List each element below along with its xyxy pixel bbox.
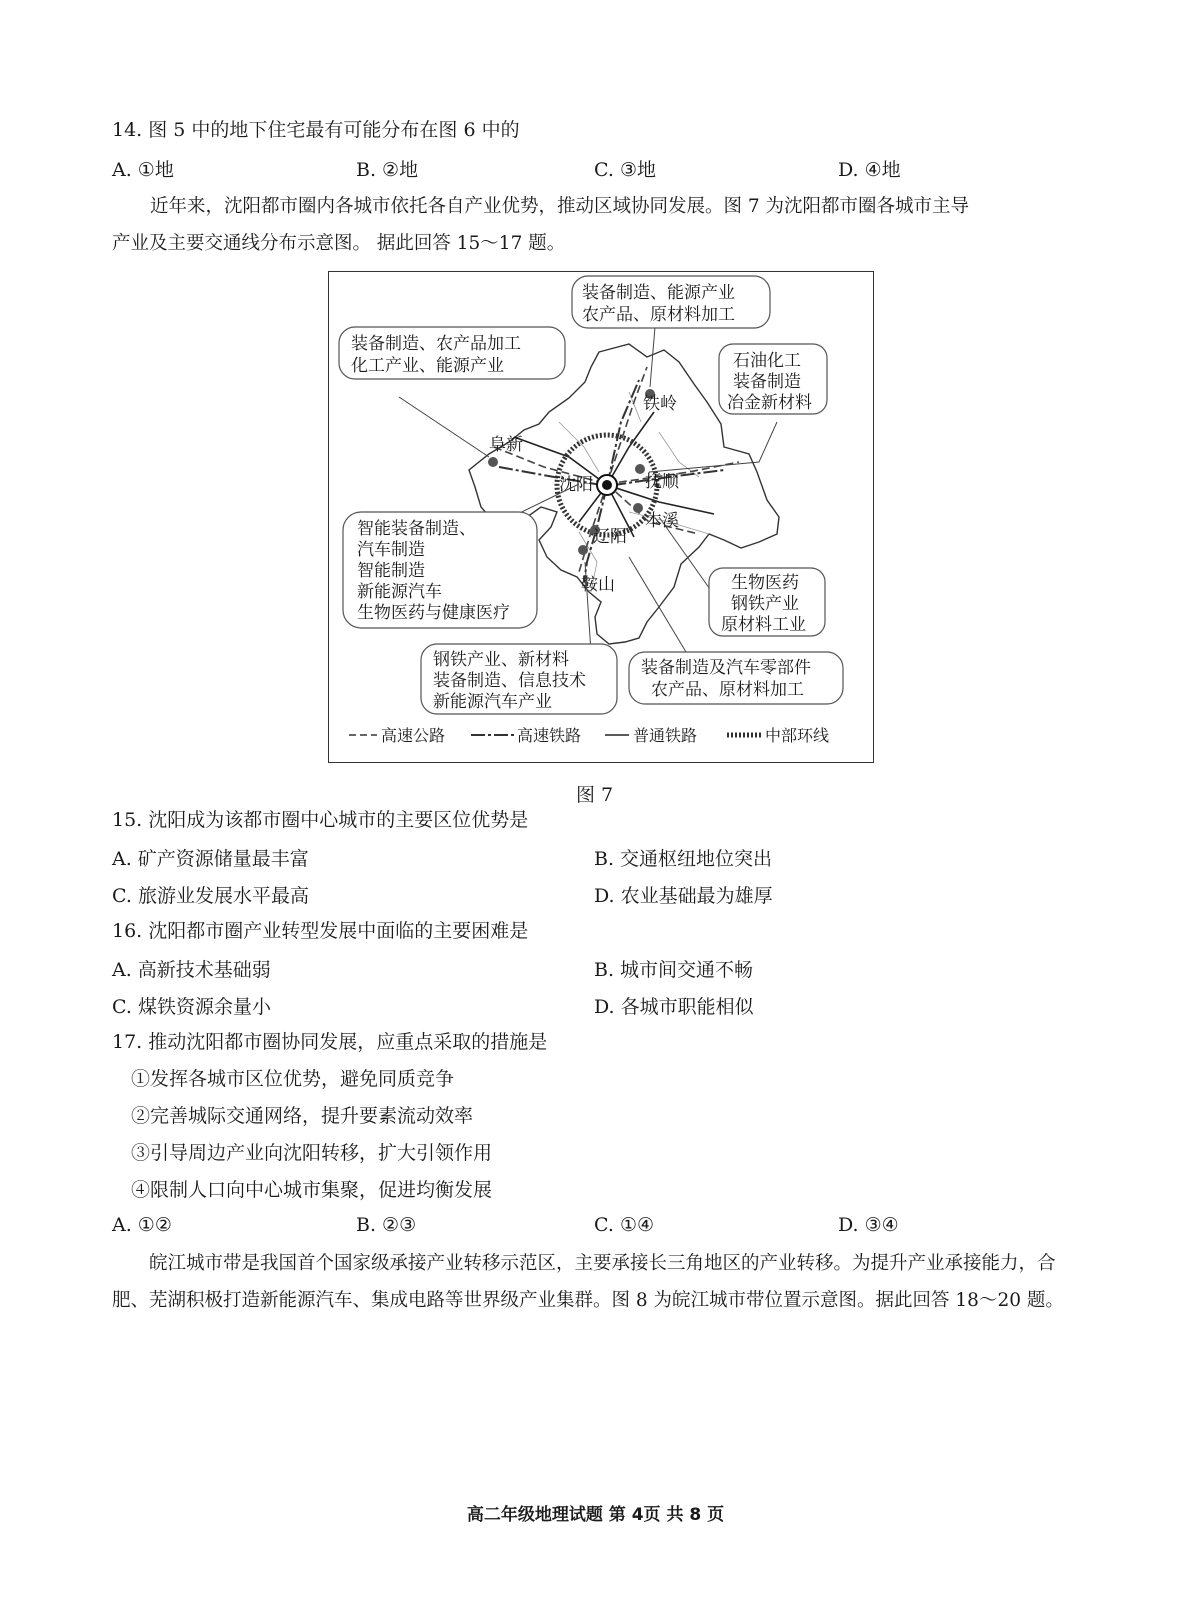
- box-benxi-line1: 生物医药: [731, 573, 799, 593]
- q14-options: [112, 155, 1072, 181]
- box-tieling-line2: 农产品、原材料加工: [582, 305, 735, 325]
- q14-option-c: C. ③地: [594, 159, 656, 181]
- q16-option-a: A. 高新技术基础弱: [112, 959, 271, 981]
- q17-option-a: A. ①②: [112, 1214, 172, 1236]
- q16-stem: 16. 沈阳都市圈产业转型发展中面临的主要困难是: [112, 920, 529, 942]
- q17-option-d: D. ③④: [838, 1214, 899, 1236]
- figure7-map: [328, 271, 874, 763]
- q14-option-d: D. ④地: [838, 159, 901, 181]
- box-shenyang-line4: 新能源汽车: [357, 582, 442, 602]
- q17-item-3: ③引导周边产业向沈阳转移，扩大引领作用: [131, 1142, 493, 1164]
- q17-stem: 17. 推动沈阳都市圈协同发展，应重点采取的措施是: [112, 1031, 548, 1053]
- box-shenyang-line1: 智能装备制造、: [357, 519, 476, 539]
- city-liaoyang: 辽阳: [593, 527, 627, 547]
- box-benxi-line2: 钢铁产业: [731, 594, 799, 614]
- box-anshan-line2: 装备制造、信息技术: [433, 671, 586, 691]
- page-footer: 高二年级地理试题 第 4页 共 8 页: [466, 1505, 725, 1525]
- q15-option-a: A. 矿产资源储量最丰富: [112, 848, 309, 870]
- city-anshan: 鞍山: [581, 575, 615, 595]
- q14-option-a: A. ①地: [112, 159, 174, 181]
- q16-options-row2: [112, 992, 1072, 1018]
- box-shenyang-line3: 智能制造: [357, 561, 425, 581]
- box-shenyang-line5: 生物医药与健康医疗: [357, 603, 510, 623]
- q17-item-2: ②完善城际交通网络，提升要素流动效率: [131, 1105, 474, 1127]
- q15-options-row1: [112, 844, 1072, 870]
- legend-railway: 普通铁路: [633, 726, 698, 745]
- intro-15-17-line2: 产业及主要交通线分布示意图。 据此回答 15～17 题。: [112, 233, 566, 254]
- q15-option-c: C. 旅游业发展水平最高: [112, 885, 309, 907]
- city-fuxin: 阜新: [489, 435, 523, 455]
- q15-stem: 15. 沈阳成为该都市圈中心城市的主要区位优势是: [112, 809, 529, 831]
- q15-option-b: B. 交通枢纽地位突出: [594, 848, 773, 870]
- q17-options: [112, 1214, 1072, 1240]
- q17-item-4: ④限制人口向中心城市集聚，促进均衡发展: [131, 1179, 493, 1201]
- figure7-caption: 图 7: [576, 784, 614, 806]
- box-fushun-line1: 石油化工: [733, 351, 801, 371]
- q16-option-c: C. 煤铁资源余量小: [112, 996, 271, 1018]
- box-benxi-line3: 原材料工业: [721, 615, 806, 635]
- box-fushun-line3: 冶金新材料: [727, 393, 812, 413]
- q14-stem: 14. 图 5 中的地下住宅最有可能分布在图 6 中的: [112, 119, 520, 141]
- box-fuxin-line1: 装备制造、农产品加工: [351, 334, 521, 354]
- box-shenyang-line2: 汽车制造: [357, 540, 425, 560]
- city-tieling: 铁岭: [643, 394, 677, 414]
- box-anshan-line1: 钢铁产业、新材料: [433, 650, 569, 670]
- q16-option-b: B. 城市间交通不畅: [594, 959, 754, 981]
- box-tieling-line1: 装备制造、能源产业: [582, 283, 735, 303]
- legend-central-ring: 中部环线: [765, 726, 830, 745]
- q16-options-row1: [112, 955, 1072, 981]
- q15-option-d: D. 农业基础最为雄厚: [594, 885, 773, 907]
- q17-item-1: ①发挥各城市区位优势，避免同质竞争: [131, 1068, 455, 1090]
- city-shenyang: 沈阳: [559, 475, 593, 495]
- intro-18-20: 皖江城市带是我国首个国家级承接产业转移示范区，主要承接长三角地区的产业转移。为提升产业承接能力，合肥、芜湖积极打造新能源汽车、集成电路等世界级产业集群。图 8 为皖江城市带位置示意图。据此回答 18～20 题。: [112, 1253, 1064, 1311]
- intro-15-17-line1: 近年来，沈阳都市圈内各城市依托各自产业优势，推动区域协同发展。图 7 为沈阳都市圈各城市主导: [150, 196, 970, 217]
- city-benxi: 本溪: [645, 511, 679, 531]
- city-fushun: 抚顺: [645, 472, 679, 492]
- q17-option-b: B. ②③: [356, 1214, 417, 1236]
- box-liaoyang-line1: 装备制造及汽车零部件: [641, 658, 811, 678]
- box-fushun-line2: 装备制造: [733, 372, 801, 392]
- q14-option-b: B. ②地: [356, 159, 419, 181]
- q15-options-row2: [112, 881, 1072, 907]
- box-liaoyang-line2: 农产品、原材料加工: [651, 680, 804, 700]
- legend-highway: 高速公路: [381, 726, 446, 745]
- q16-option-d: D. 各城市职能相似: [594, 996, 754, 1018]
- figure7-legend: [349, 726, 829, 745]
- legend-high-speed-rail: 高速铁路: [517, 726, 582, 745]
- box-fuxin-line2: 化工产业、能源产业: [351, 356, 504, 376]
- q17-option-c: C. ①④: [594, 1214, 655, 1236]
- box-anshan-line3: 新能源汽车产业: [433, 692, 552, 712]
